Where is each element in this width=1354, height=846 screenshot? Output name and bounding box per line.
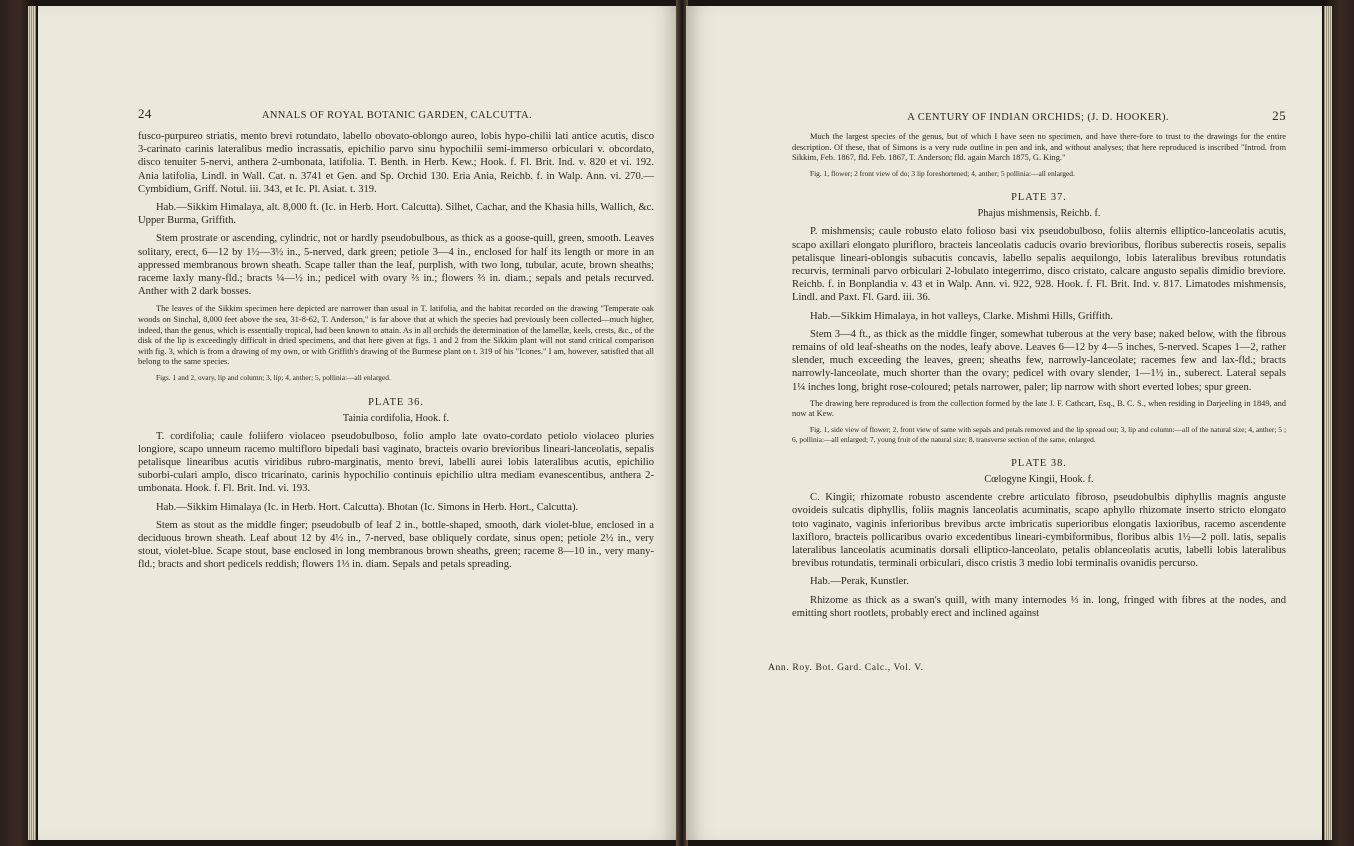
habitat-paragraph: Hab.—Sikkim Himalaya, alt. 8,000 ft. (Ic. in Herb. Hort. Calcutta). Silhet, Cachar, and the Khasia hills, Wallich, &c. Upper Burma, Griffith. (138, 202, 654, 227)
plate-36-note: Much the largest species of the genus, but of which I have seen no specimen, and have there-fore to trust to the drawings for the entire description. Of these, that of Simons is a very rude outline in pen and ink, and without analyses; that here reproduced is inscribed "Introd. from Sikkim, Feb. 1867, fld. Feb. 1867, T. Anderson; fld. again March 1875, G. King." (792, 132, 1286, 163)
left-page-text (138, 106, 654, 572)
plate-37-note: The drawing here reproduced is from the collection formed by the late J. F. Cathcart, Esq., B. C. S., when residing in Darjeeling in 1849, and now at Kew. (792, 398, 1286, 419)
left-running-head (138, 106, 654, 122)
plate-36-heading: PLATE 36. (368, 396, 424, 408)
description-paragraph: Stem prostrate or ascending, cylindric, not or hardly pseudobulbous, as thick as a goose-quill, green, smooth. Leaves solitary, erect, 6—12 by 1½—3½ in., 5-nerved, dark green; petiole 3—4 in., enclosed for half its length or more in an appressed membranous brown sheath. Scape taller than the leaf, purplish, with two long, tubular, acute, brown sheaths; raceme laxly many-fld.; bracts ¼—½ in.; pedicel with ovary ⅔ in.; flowers ⅔ in. diam.; sepals and petals recurved. Anther with 2 dark bosses. (138, 233, 654, 298)
plate-36-species: Tainia cordifolia, Hook. f. (342, 412, 450, 424)
plate-37-heading: PLATE 37. (1011, 192, 1067, 204)
latin-description-continued: fusco-purpureo striatis, mento brevi rotundato, labello obovato-oblongo aureo, lobis hypo-chilii lati antice acutis, disco 3-carinato carinis lateralibus medio incrassatis, epichilio parvo sinu hypochilii semi-immerso orbiculari v. obcordato, disco tenuiter 5-nervi, anthera 2-umbonata, latifolia. T. Benth. in Herb. Kew.; Hook. f. Fl. Brit. Ind. v. 820 et vi. 192. Ania latifolia, Lindl. in Wall. Cat. n. 3741 et Gen. and Sp. Orchid 130. Eria Ania, Reichb. f. in Walp. Ann. vi. 270.—Cymbidium, Griff. Notul. iii. 343, et Ic. Pl. Asiat. t. 319. (138, 131, 654, 195)
plate-37-species: Phajus mishmensis, Reichb. f. (977, 208, 1101, 220)
plate-38-habitat: Hab.—Perak, Kunstler. (810, 576, 909, 588)
plate-38-species: Cœlogyne Kingii, Hook. f. (984, 474, 1094, 486)
figure-caption: Figs. 1 and 2, ovary, lip and column; 3, lip; 4, anther; 5, pollinia:—all enlarged. (156, 373, 391, 382)
left-page-number: 24 (138, 106, 152, 121)
plate-38-heading: PLATE 38. (1011, 458, 1067, 470)
plate-37-latin: P. mishmensis; caule robusto elato folioso basi vix pseudobulboso, foliis alternis elliptico-lanceolatis acutis, scapo axillari elongato plurifloro, bracteis lanceolatis caducis ovario brevioribus, floribus suberectis roseis, sepalis petalisque lineari-oblongis subacutis concavis, labello sepalis aequilongo, lobis lateralibus brevibus rotundatis recurvis, terminali parvo orbiculari 2-lobulato integerrimo, disco cristato, calcare angusto sepalis dimidio breviore. Reichb. f. in Bonplandia v. 43 et in Walp. Ann. vi. 922, 928. Hook. f. Fl. Brit. Ind. v. 817. Limatodes mishmensis, Lindl. and Paxt. Fl. Gard. iii. 36. (792, 226, 1286, 304)
plate-38-latin: C. Kingii; rhizomate robusto ascendente crebre articulato fibroso, pseudobulbis diphyllis magnis anguste ovoideis sulcatis diphyllis, foliis magnis lanceolatis acuminatis, scapo aphyllo rhizomate inserto stricto elongato toto vaginato, vaginis inferioribus brevibus arcte imbricatis superioribus elongatis laxioribus, racemo ascendente laxifloro, bracteis pollicaribus ovario excedentibus lineari-cymbiformibus, floribus albis 1½—2 poll. latis, sepalis lateralibus lanceolatis acuminatis dorsali elliptico-lanceolato, petalis oblanceolatis acutis, labelli lobis lateralibus brevibus rotundatis, terminali orbiculari, disco cristis 3 medio lobi terminalis ovanidis percurso. (792, 492, 1286, 570)
plate-37-habitat: Hab.—Sikkim Himalaya, in hot valleys, Clarke. Mishmi Hills, Griffith. (810, 310, 1113, 322)
right-running-title: A CENTURY OF INDIAN ORCHIDS; (J. D. HOOKER). (907, 112, 1169, 123)
journal-footer: Ann. Roy. Bot. Gard. Calc., Vol. V. (768, 662, 924, 674)
plate-36-habitat: Hab.—Sikkim Himalaya (Ic. in Herb. Hort. Calcutta). Bhotan (Ic. Simons in Herb. Hort., Calcutta). (156, 501, 579, 513)
page-edges-right (1324, 6, 1332, 840)
right-page (686, 6, 1322, 840)
plate-36-latin: T. cordifolia; caule foliifero violaceo pseudobulboso, folio amplo late ovato-cordato petiolo violaceo pluries longiore, scapo unneum racemo multifloro bipedali basi vaginato, bracteis ovario brevioribus lineari-lanceolatis, sepalis petalisque linearibus acutis viridibus rubro-marginatis, mento brevi, labelli aurei lobis lateralibus acutis, epichilio suborbi-culari amplo, disco tricarinato, carinis hypochilio continuis epichilio ultra mediam evanescentibus, anthera 2-umbonata. Hook. f. Fl. Brit. Ind. vi. 193. (138, 430, 654, 495)
right-page-text (768, 108, 1286, 674)
right-running-head (792, 108, 1286, 124)
plate-38-description: Rhizome as thick as a swan's quill, with many internodes ⅓ in. long, fringed with fibres at the nodes, and emitting short rootlets, probably erect and inclined against (792, 594, 1286, 619)
page-edges-left (28, 6, 36, 840)
right-page-number: 25 (1272, 108, 1286, 123)
plate-36-description: Stem as stout as the middle finger; pseudobulb of leaf 2 in., bottle-shaped, smooth, dark violet-blue, enclosed in a deciduous brown sheath. Leaf about 12 by 4½ in., 7-nerved, base obliquely cordate, sinus open; petiole 2½ in., very stout, violet-blue. Scape stout, base enclosed in long membranous brown sheaths, green; raceme 8—10 in., very many-fld.; bracts and short pedicels reddish; flowers 1⅓ in. diam. Sepals and petals spreading. (138, 519, 654, 571)
left-page (38, 6, 678, 840)
plate-37-description: Stem 3—4 ft., as thick as the middle finger, somewhat tuberous at the very base; naked below, with the fibrous remains of old leaf-sheaths on the nodes, leafy above. Leaves 6—12 by 4—5 inches, 5-nerved. Scapes 1—2, rather slender, much exceeding the leaves, green; sheaths few, narrowly-lanceolate; racemes few and lax-fld.; bracts narrowly-lanceolate, much shorter than the ovary; pedicel with ovary slender, 1—1½ in., suberect. Lateral sepals 1¼ inches long, bright rose-coloured; petals narrower, paler; lip narrow with short everted lobes; spur green. (792, 328, 1286, 393)
plate-36-figure-caption: Fig. 1, flower; 2 front view of do; 3 lip foreshortened; 4, anther; 5 pollinia:—all enlarged. (810, 168, 1075, 178)
plate-37-figure-caption: Fig. 1, side view of flower; 2, front view of same with sepals and petals removed and the lip spread out; 3, lip and column:—all of the natural size; 4, anther; 5 ; 6, pollinia:—all enlarged; 7, young fruit of the natural size; 8, transverse section of the same, enlarged. (792, 425, 1286, 444)
left-running-title: ANNALS OF ROYAL BOTANIC GARDEN, CALCUTTA. (261, 110, 532, 121)
note-paragraph: The leaves of the Sikkim specimen here depicted are narrower than usual in T. latifolia, and the habitat recorded on the drawing "Temperate oak woods on Sinchal, 8,000 feet above the sea, 31-8-62, T. Anderson," is far above that at which the species had previously been collected—much higher, indeed, than the genus, which is essentially tropical, had been known to attain. As in all orchids the determination of the lamellæ, keels, crests, &c., of the disk of the lip is exceedingly difficult in dried specimens, and that here given at figs. 1 and 2 from the Sikkim plant will not stand critical comparison with fig. 3, which is from a drawing of my own, or with Griffith's drawing of the Burmese plant on t. 319 of his "Icones." I am, however, satisfied that all belong to the same species. (138, 304, 654, 367)
